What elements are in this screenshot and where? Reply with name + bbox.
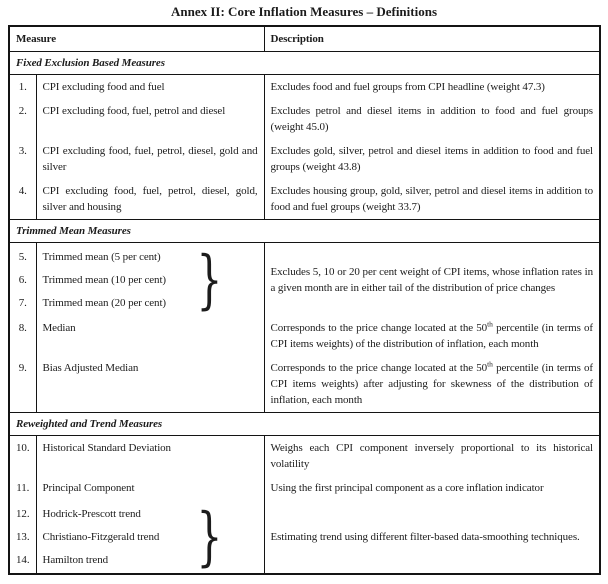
row-number: 12. [16, 507, 30, 520]
table-row [9, 179, 600, 220]
description-cell: Using the first principal component as a core inflation indicator [264, 476, 600, 500]
measure-cell: CPI excluding food, fuel, petrol, diesel, gold and silver [42, 145, 258, 173]
description-cell: Excludes food and fuel groups from CPI headline (weight 47.3) [264, 75, 600, 100]
measure-cell: Hamilton trend [42, 553, 109, 566]
percentile-superscript: th [487, 319, 493, 329]
percentile-superscript: th [487, 359, 493, 369]
measure-cell: Trimmed mean (10 per cent) [42, 273, 166, 286]
measure-cell: Trimmed mean (20 per cent) [42, 296, 166, 309]
row-number: 6. [18, 273, 27, 286]
description-cell: Excludes petrol and diesel items in addition to food and fuel groups (weight 45.0) [264, 99, 600, 139]
description-cell [264, 356, 600, 413]
section-row-trimmed-mean [9, 220, 600, 243]
measure-cell: Christiano-Fitzgerald trend [42, 530, 160, 543]
table-row [9, 316, 600, 356]
section-row-reweighted-trend [9, 413, 600, 436]
row-number: 13. [16, 530, 30, 543]
description-text: percentile (in terms of CPI items weights) after adjusting for skewness of the distribution of inflation, each month [270, 362, 593, 406]
row-number: 7. [18, 296, 27, 309]
measure-cell-stack [36, 240, 264, 317]
measure-column-header: Measure [9, 26, 264, 52]
section-title: Trimmed Mean Measures [9, 220, 600, 243]
row-number: 8. [9, 316, 36, 356]
grouping-brace: } [196, 240, 222, 316]
measure-cell: Historical Standard Deviation [42, 442, 171, 454]
description-cell: Excludes gold, silver, petrol and diesel items in addition to food and fuel groups (weight 43.8) [264, 139, 600, 179]
description-cell: Estimating trend using different filter-based data-smoothing techniques. [264, 500, 600, 574]
table-row [9, 436, 600, 477]
table-row [9, 139, 600, 179]
row-number: 3. [9, 139, 36, 179]
description-cell: Weighs each CPI component inversely proportional to its historical volatility [264, 436, 600, 477]
measure-cell: CPI excluding food and fuel [42, 81, 165, 93]
section-row-fixed-exclusion [9, 52, 600, 75]
description-cell [264, 316, 600, 356]
description-column-header: Description [264, 26, 600, 52]
table-row-group-trend [9, 500, 600, 574]
table-row [9, 75, 600, 100]
row-number: 5. [18, 250, 27, 263]
measure-cell: CPI excluding food, fuel, petrol, diesel, gold, silver and housing [42, 185, 258, 213]
description-text: Corresponds to the price change located at the 50 [270, 322, 488, 334]
row-number: 10. [9, 436, 36, 477]
table-row [9, 99, 600, 139]
row-number: 1. [9, 75, 36, 100]
section-title: Fixed Exclusion Based Measures [9, 52, 600, 75]
description-text: percentile (in terms of CPI items weights) of the distribution of inflation, each month [270, 322, 593, 350]
row-number: 4. [9, 179, 36, 220]
description-text: Corresponds to the price change located at the 50 [270, 362, 488, 374]
measure-cell: Hodrick-Prescott trend [42, 507, 141, 520]
row-number: 11. [9, 476, 36, 500]
measure-cell: Principal Component [42, 482, 135, 494]
description-cell: Excludes 5, 10 or 20 per cent weight of CPI items, whose inflation rates in a given month are in either tail of the distribution of price changes [264, 243, 600, 317]
table-row-group-trimmed [9, 243, 600, 317]
section-title: Reweighted and Trend Measures [9, 413, 600, 436]
page-title: Annex II: Core Inflation Measures – Definitions [170, 4, 438, 19]
row-number-stack [9, 500, 36, 574]
table-row [9, 476, 600, 500]
table-header-row [9, 26, 600, 52]
definitions-table [8, 25, 601, 575]
measure-cell: Bias Adjusted Median [42, 362, 139, 374]
row-number: 14. [16, 553, 30, 566]
row-number: 9. [9, 356, 36, 413]
measure-cell-stack [36, 497, 264, 574]
table-row [9, 356, 600, 413]
row-number: 2. [9, 99, 36, 139]
description-cell: Excludes housing group, gold, silver, petrol and diesel items in addition to food and fuel groups (weight 33.7) [264, 179, 600, 220]
measure-cell: CPI excluding food, fuel, petrol and diesel [42, 105, 226, 117]
measure-cell: Trimmed mean (5 per cent) [42, 250, 161, 263]
row-number-stack [9, 243, 36, 317]
measure-cell: Median [42, 322, 76, 334]
grouping-brace: } [196, 497, 222, 573]
